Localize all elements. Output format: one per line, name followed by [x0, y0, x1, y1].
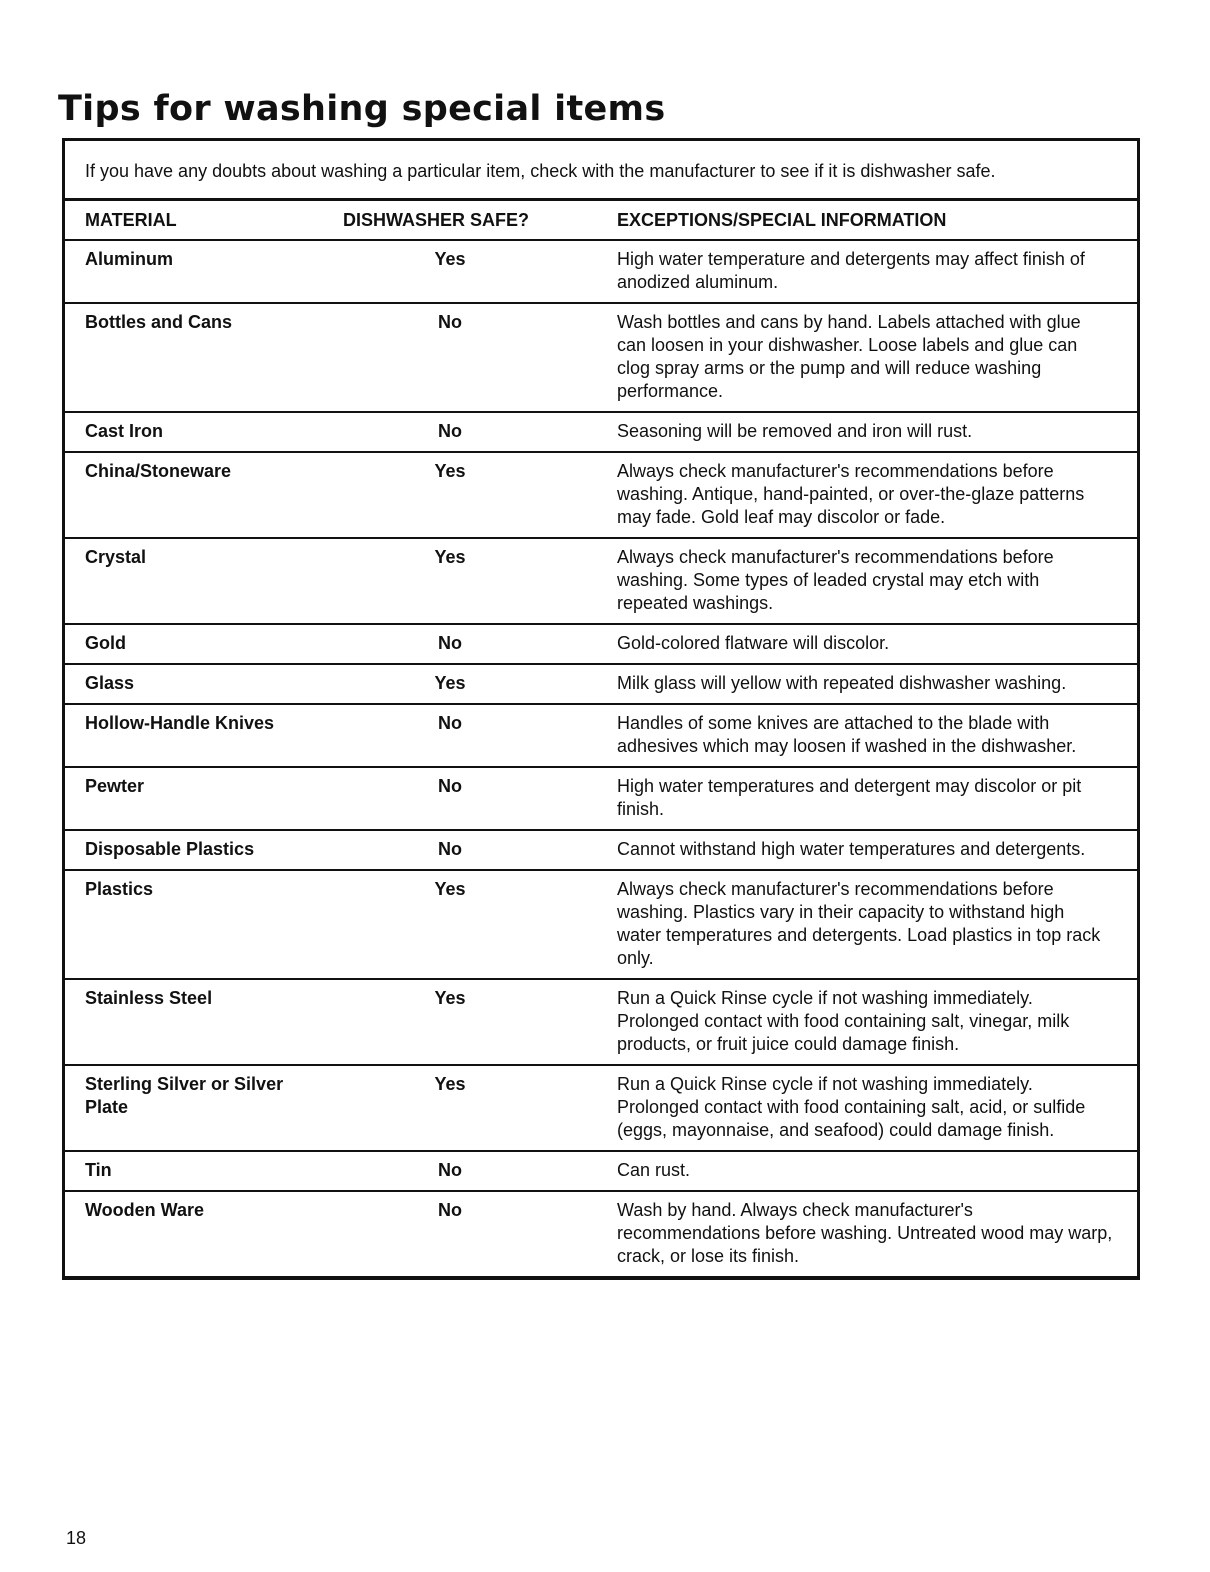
material-name: Bottles and Cans: [65, 303, 325, 412]
material-name: Tin: [65, 1151, 325, 1191]
materials-table: [65, 201, 1137, 1276]
material-name: Crystal: [65, 538, 325, 624]
table-row: [65, 303, 1137, 412]
special-information: Run a Quick Rinse cycle if not washing immediately. Prolonged contact with food containing salt, vinegar, milk products, or fruit juice could damage finish.: [597, 979, 1137, 1065]
dishwasher-safe-value: No: [325, 1191, 597, 1276]
table-body: [65, 240, 1137, 1276]
material-name: China/Stoneware: [65, 452, 325, 538]
table-row: [65, 240, 1137, 303]
table-row: [65, 412, 1137, 452]
table-row: [65, 767, 1137, 830]
intro-note: If you have any doubts about washing a particular item, check with the manufacturer to see if it is dishwasher safe.: [65, 141, 1137, 201]
material-name: Plastics: [65, 870, 325, 979]
table-row: [65, 1151, 1137, 1191]
table-row: [65, 452, 1137, 538]
special-information: Milk glass will yellow with repeated dishwasher washing.: [597, 664, 1137, 704]
material-name: Cast Iron: [65, 412, 325, 452]
table-row: [65, 624, 1137, 664]
dishwasher-safe-value: Yes: [325, 664, 597, 704]
dishwasher-safe-value: Yes: [325, 979, 597, 1065]
material-name: Pewter: [65, 767, 325, 830]
dishwasher-safe-value: Yes: [325, 1065, 597, 1151]
dishwasher-safe-value: No: [325, 624, 597, 664]
dishwasher-safe-value: Yes: [325, 538, 597, 624]
table-row: [65, 704, 1137, 767]
header-dishwasher-safe: DISHWASHER SAFE?: [325, 201, 597, 240]
material-name: Disposable Plastics: [65, 830, 325, 870]
special-information: Wash bottles and cans by hand. Labels attached with glue can loosen in your dishwasher. Loose labels and glue can clog spray arms or the pump and will reduce washing performance.: [597, 303, 1137, 412]
table-row: [65, 538, 1137, 624]
special-information: Seasoning will be removed and iron will rust.: [597, 412, 1137, 452]
table-row: [65, 979, 1137, 1065]
material-name: Glass: [65, 664, 325, 704]
special-information: Run a Quick Rinse cycle if not washing immediately. Prolonged contact with food containing salt, acid, or sulfide (eggs, mayonnaise, and seafood) could damage finish.: [597, 1065, 1137, 1151]
special-information: High water temperature and detergents may affect finish of anodized aluminum.: [617, 249, 1085, 292]
material-name: Sterling Silver or Silver Plate: [65, 1065, 325, 1151]
material-name: Wooden Ware: [65, 1191, 325, 1276]
page-number: 18: [66, 1528, 87, 1548]
material-name: Gold: [65, 624, 325, 664]
dishwasher-safe-value: No: [325, 830, 597, 870]
special-information: Cannot withstand high water temperatures and detergents.: [597, 830, 1137, 870]
special-information: Handles of some knives are attached to the blade with adhesives which may loosen if washed in the dishwasher.: [597, 704, 1137, 767]
dishwasher-safe-value: No: [325, 767, 597, 830]
dishwasher-safe-value: Yes: [325, 452, 597, 538]
table-row: [65, 1191, 1137, 1276]
material-name: Hollow-Handle Knives: [65, 704, 325, 767]
table-row: [65, 664, 1137, 704]
table-row: [65, 830, 1137, 870]
special-information: Always check manufacturer's recommendations before washing. Antique, hand-painted, or over-the-glaze patterns may fade. Gold leaf may discolor or fade.: [597, 452, 1137, 538]
special-information: Gold-colored flatware will discolor.: [597, 624, 1137, 664]
dishwasher-safe-value: No: [325, 704, 597, 767]
special-information: Always check manufacturer's recommendations before washing. Some types of leaded crystal may etch with repeated washings.: [597, 538, 1137, 624]
header-exceptions: EXCEPTIONS/SPECIAL INFORMATION: [597, 201, 1137, 240]
table-header-row: [65, 201, 1137, 240]
dishwasher-safe-value: No: [325, 412, 597, 452]
material-name: Aluminum: [85, 249, 173, 269]
special-information: Can rust.: [597, 1151, 1137, 1191]
header-material: MATERIAL: [65, 201, 325, 240]
material-name: Stainless Steel: [65, 979, 325, 1065]
dishwasher-safe-value: Yes: [434, 249, 466, 269]
page-title: Tips for washing special items: [58, 89, 666, 129]
table-row: [65, 1065, 1137, 1151]
dishwasher-safe-value: Yes: [325, 870, 597, 979]
dishwasher-safe-value: No: [325, 1151, 597, 1191]
tips-box: [62, 138, 1140, 1280]
special-information: Always check manufacturer's recommendations before washing. Plastics vary in their capacity to withstand high water temperatures and detergents. Load plastics in top rack only.: [597, 870, 1137, 979]
special-information: Wash by hand. Always check manufacturer's recommendations before washing. Untreated wood may warp, crack, or lose its finish.: [597, 1191, 1137, 1276]
dishwasher-safe-value: No: [325, 303, 597, 412]
table-row: [65, 870, 1137, 979]
special-information: High water temperatures and detergent may discolor or pit finish.: [597, 767, 1137, 830]
